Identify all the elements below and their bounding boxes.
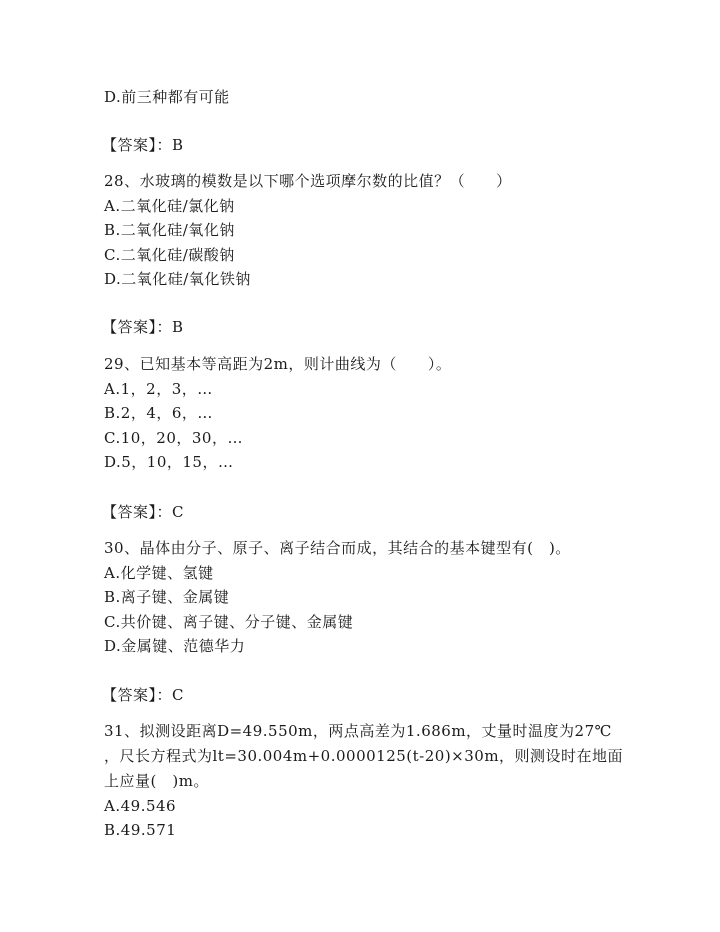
q27-option-d: D.前三种都有可能	[104, 88, 230, 106]
q31-stem-line-2: ，尺长方程式为lt=30.004m+0.0000125(t-20)×30m，则测设时在地面	[104, 747, 624, 765]
q28-option-d: D.二氧化硅/氧化铁钠	[104, 270, 251, 288]
q30-option-d: D.金属键、范德华力	[104, 637, 246, 655]
q28-answer: 【答案】：B	[102, 318, 184, 336]
q31-stem-line-1: 31、拟测设距离D=49.550m，两点高差为1.686m，丈量时温度为27℃	[104, 722, 612, 740]
q29-option-d: D.5，10，15，…	[104, 453, 234, 471]
q29-answer: 【答案】：C	[102, 503, 184, 521]
q29-option-b: B.2，4，6，…	[104, 404, 213, 422]
q28-option-c: C.二氧化硅/碳酸钠	[104, 246, 235, 264]
q30-option-c: C.共价键、离子键、分子键、金属键	[104, 613, 354, 631]
q30-stem: 30、晶体由分子、原子、离子结合而成，其结合的基本键型有( )。	[104, 539, 571, 557]
q31-option-b: B.49.571	[104, 821, 177, 839]
q31-option-a: A.49.546	[104, 797, 177, 815]
q31-stem-line-3: 上应量( )m。	[104, 772, 209, 790]
q28-stem: 28、水玻璃的模数是以下哪个选项摩尔数的比值？（ ）	[104, 172, 512, 190]
q28-option-b: B.二氧化硅/氧化钠	[104, 221, 235, 239]
q29-option-a: A.1，2，3，…	[104, 380, 213, 398]
q30-option-b: B.离子键、金属键	[104, 588, 230, 606]
q30-answer: 【答案】：C	[102, 686, 184, 704]
q30-option-a: A.化学键、氢键	[104, 564, 214, 582]
q27-answer: 【答案】：B	[102, 136, 184, 154]
q29-option-c: C.10，20，30，…	[104, 429, 243, 447]
q29-stem: 29、已知基本等高距为2m，则计曲线为（ ）。	[104, 355, 452, 373]
q28-option-a: A.二氧化硅/氯化钠	[104, 197, 235, 215]
